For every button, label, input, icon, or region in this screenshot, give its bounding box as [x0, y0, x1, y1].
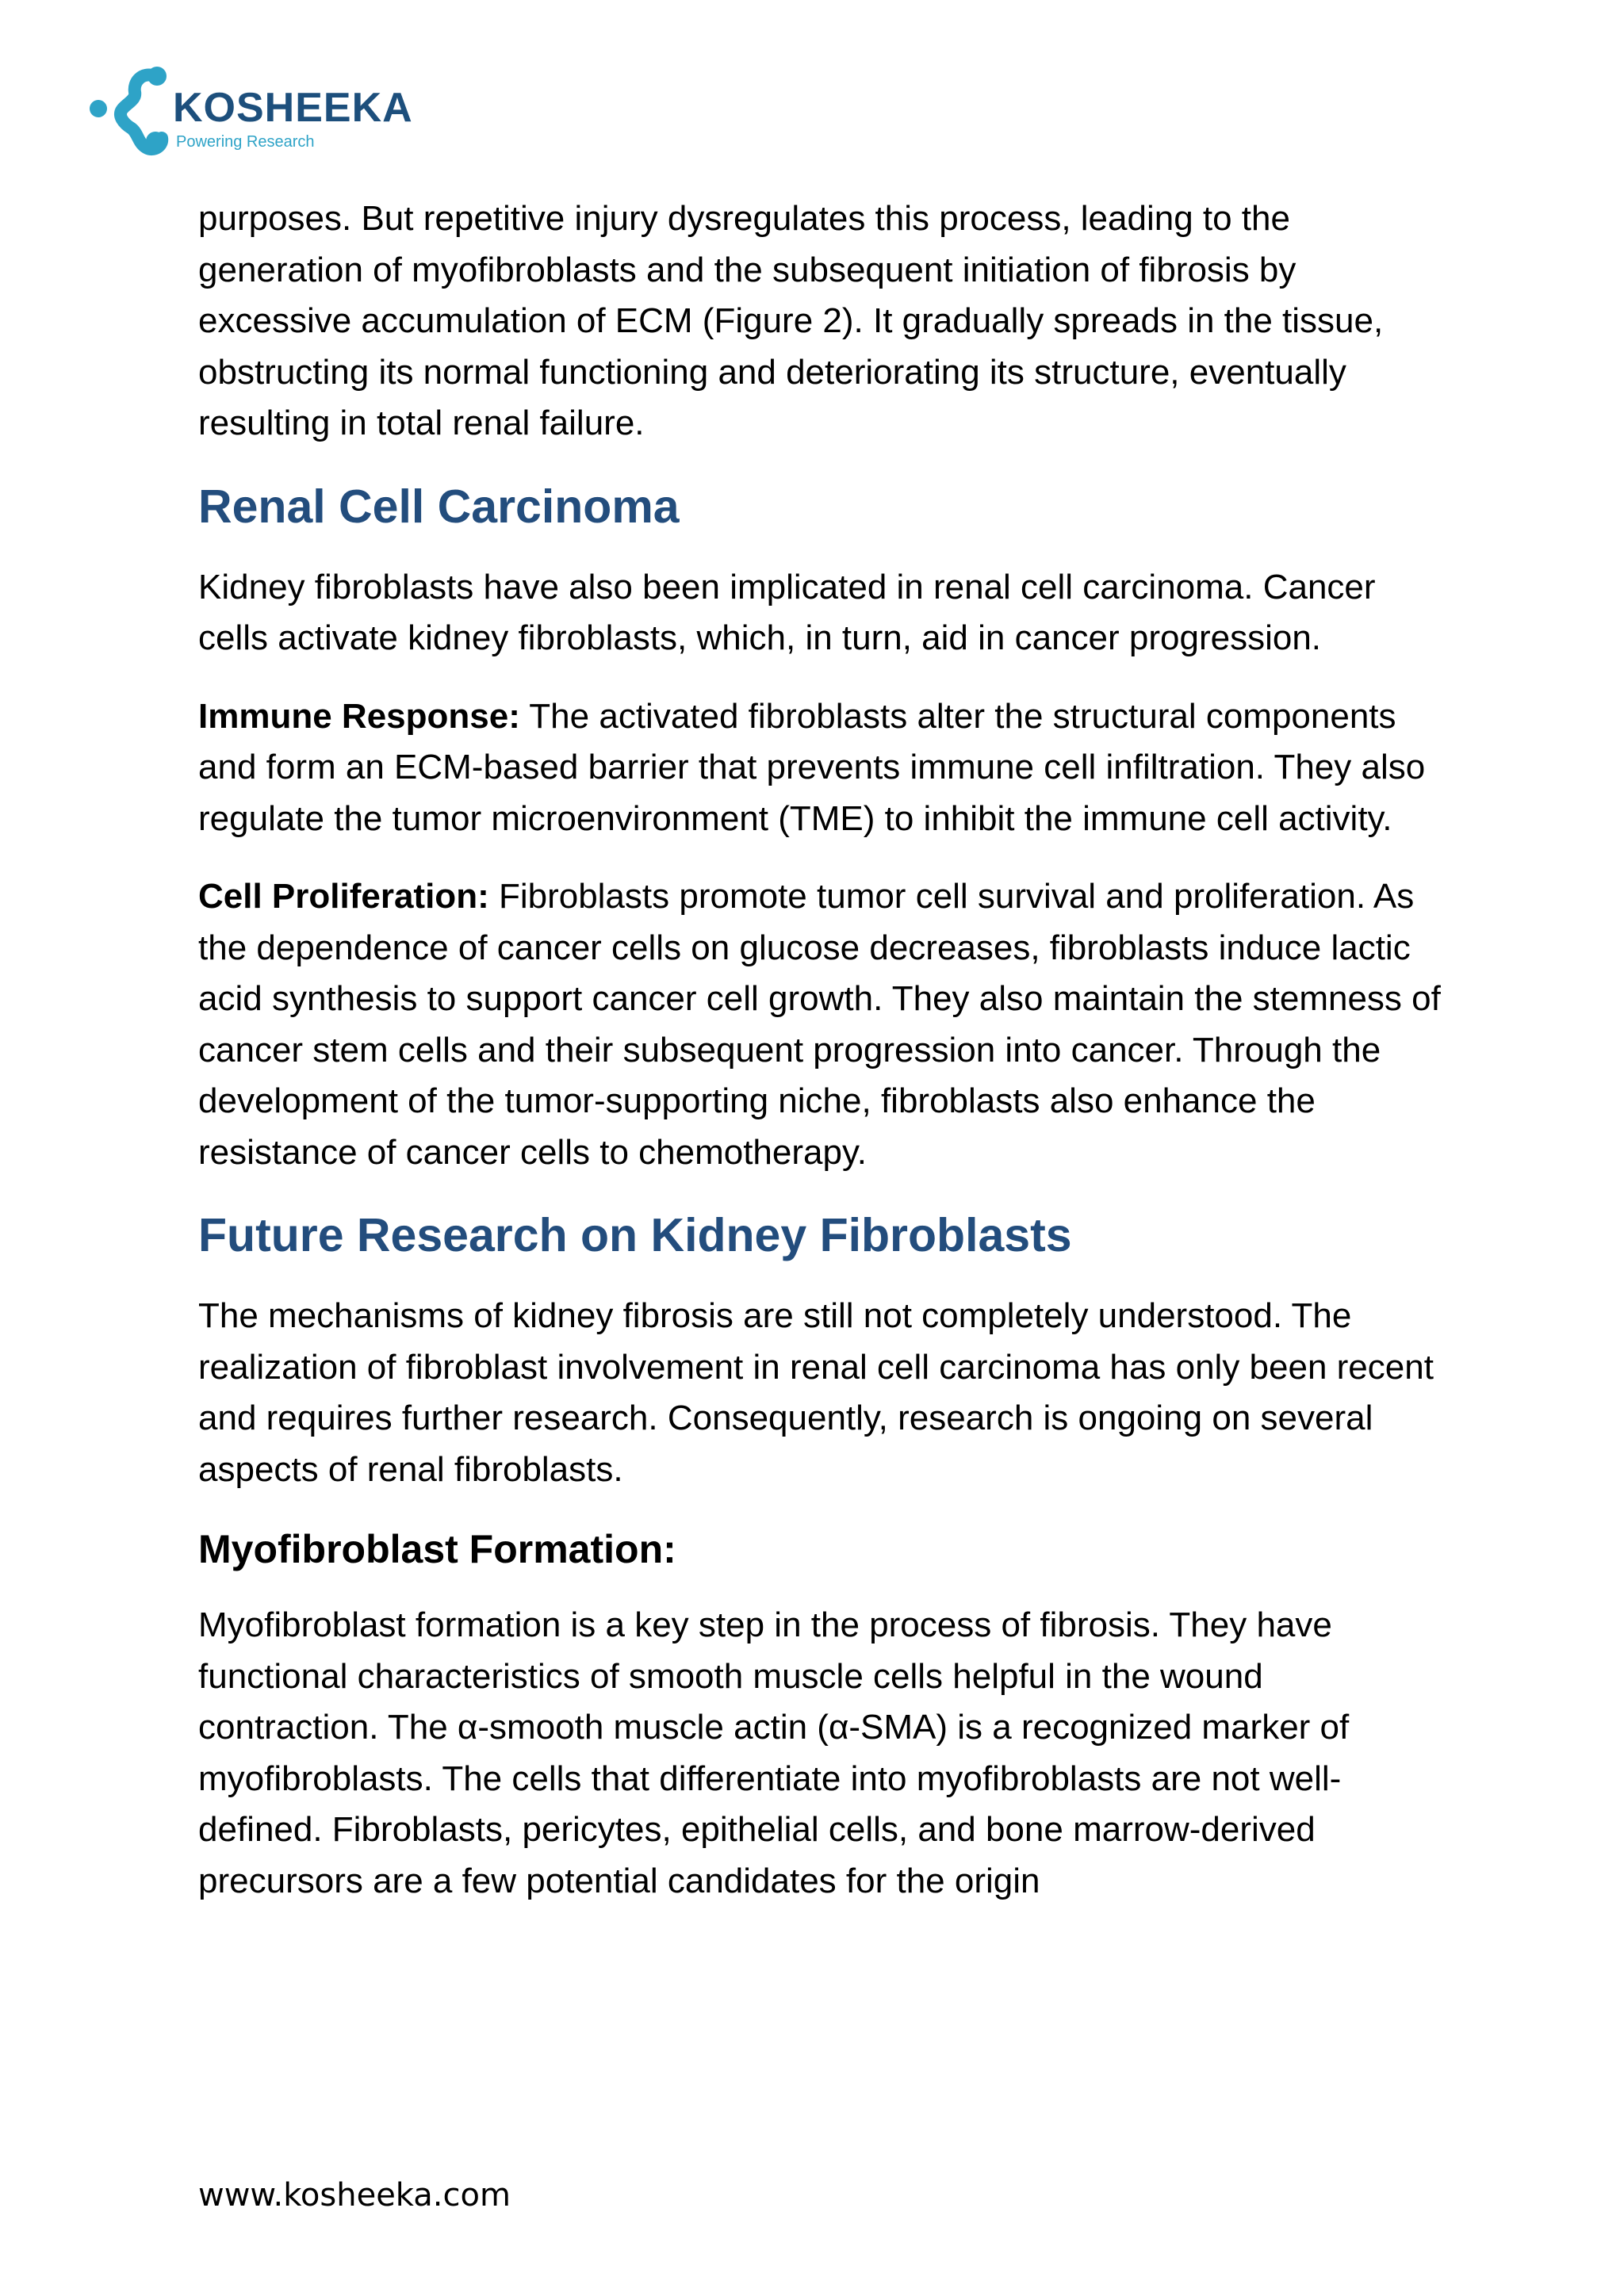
brand-header	[86, 65, 482, 160]
future-research-paragraph: The mechanisms of kidney fibrosis are still not completely understood. The realization of fibroblast involvement in renal cell carcinoma has only been recent and requires further research. Consequently, research is ongoing on several aspects of renal fibroblasts.	[198, 1296, 1434, 1489]
immune-response-paragraph	[198, 691, 1443, 845]
cell-proliferation-text: Fibroblasts promote tumor cell survival and proliferation. As the dependence of cancer cells on glucose decreases, fibroblasts induce lactic acid synthesis to support cancer cell growth. They also maintain the stemness of cancer stem cells and their subsequent progression into cancer. Through the development of the tumor-supporting niche, fibroblasts also enhance the resistance of cancer cells to chemotherapy.	[198, 877, 1441, 1172]
document-body	[198, 193, 1443, 1934]
cell-proliferation-paragraph	[198, 871, 1443, 1178]
cell-proliferation-label: Cell Proliferation:	[198, 877, 489, 916]
immune-response-text: The activated fibroblasts alter the structural components and form an ECM-based barrier that prevents immune cell infiltration. They also regulate the tumor microenvironment (TME) to inhibit the immune cell activity.	[198, 696, 1426, 838]
heading-myofibroblast-formation: Myofibroblast Formation:	[198, 1527, 676, 1571]
kosheeka-logo-icon	[86, 65, 173, 160]
immune-response-label: Immune Response:	[198, 696, 520, 736]
brand-name: KOSHEEKA	[173, 85, 413, 131]
brand-tagline: Powering Research	[176, 133, 315, 151]
footer-url[interactable]: www.kosheeka.com	[198, 2177, 511, 2214]
heading-renal-cell-carcinoma: Renal Cell Carcinoma	[198, 480, 680, 533]
rcc-paragraph: Kidney fibroblasts have also been implicated in renal cell carcinoma. Cancer cells activate kidney fibroblasts, which, in turn, aid in cancer progression.	[198, 567, 1376, 657]
myofibroblast-paragraph: Myofibroblast formation is a key step in the process of fibrosis. They have functional characteristics of smooth muscle cells helpful in the wound contraction. The α-smooth muscle actin (α-SMA) is a recognized marker of myofibroblasts. The cells that differentiate into myofibroblasts are not well-defined. Fibroblasts, pericytes, epithelial cells, and bone marrow-derived precursors are a few potential candidates for the origin	[198, 1605, 1350, 1900]
intro-paragraph: purposes. But repetitive injury dysregulates this process, leading to the generation of myofibroblasts and the subsequent initiation of fibrosis by excessive accumulation of ECM (Figure 2). It gradually spreads in the tissue, obstructing its normal functioning and deteriorating its structure, eventually resulting in total renal failure.	[198, 199, 1384, 442]
heading-future-research: Future Research on Kidney Fibroblasts	[198, 1209, 1072, 1261]
